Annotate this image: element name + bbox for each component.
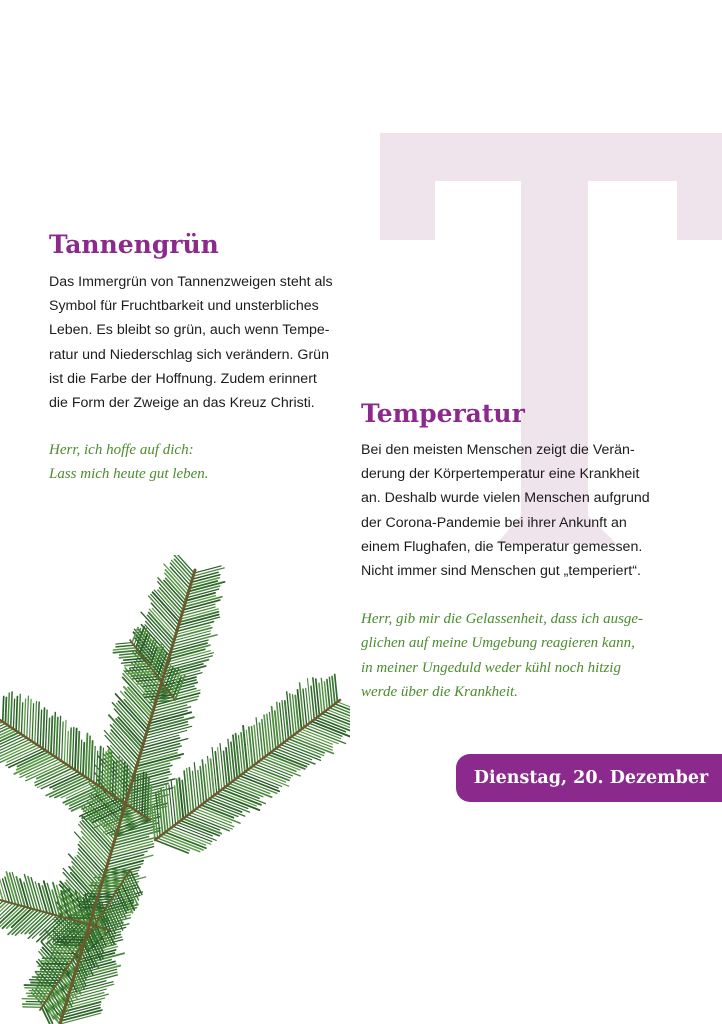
date-badge bbox=[456, 754, 722, 802]
prayer-temperatur: Herr, gib mir die Gelassenheit, dass ich ausge- glichen auf meine Umgebung reagieren kann, in meiner Ungeduld weder kühl noch hitzig werde über die Krankheit. bbox=[361, 611, 644, 700]
date-label: Dienstag, 20. Dezember bbox=[473, 768, 709, 788]
section-title-temperatur: Temperatur bbox=[361, 399, 525, 428]
section-body-temperatur: Bei den meisten Menschen zeigt die Verän- derung der Körpertemperatur eine Krankheit an. Deshalb wurde vielen Menschen aufgrund der Corona-Pandemie bei ihrer Ankunft an einem Flughafen, die Temperatur gemessen. Nicht immer sind Menschen gut „temperiert“. bbox=[361, 442, 650, 580]
fir-branch-icon bbox=[0, 555, 350, 1024]
section-body-tannengruen: Das Immergrün von Tannenzweigen steht als Symbol für Fruchtbarkeit und unsterbliches Leben. Es bleibt so grün, auch wenn Tempe- ratur und Niederschlag sich verändern. Grün ist die Farbe der Hoffnung. Zudem erinnert die Form der Zweige an das Kreuz Christi. bbox=[49, 274, 333, 412]
prayer-tannengruen: Herr, ich hoffe auf dich: Lass mich heute gut leben. bbox=[49, 442, 209, 483]
section-title-tannengruen: Tannengrün bbox=[49, 230, 219, 259]
section-temperatur bbox=[361, 397, 661, 704]
section-tannengruen bbox=[49, 228, 349, 487]
